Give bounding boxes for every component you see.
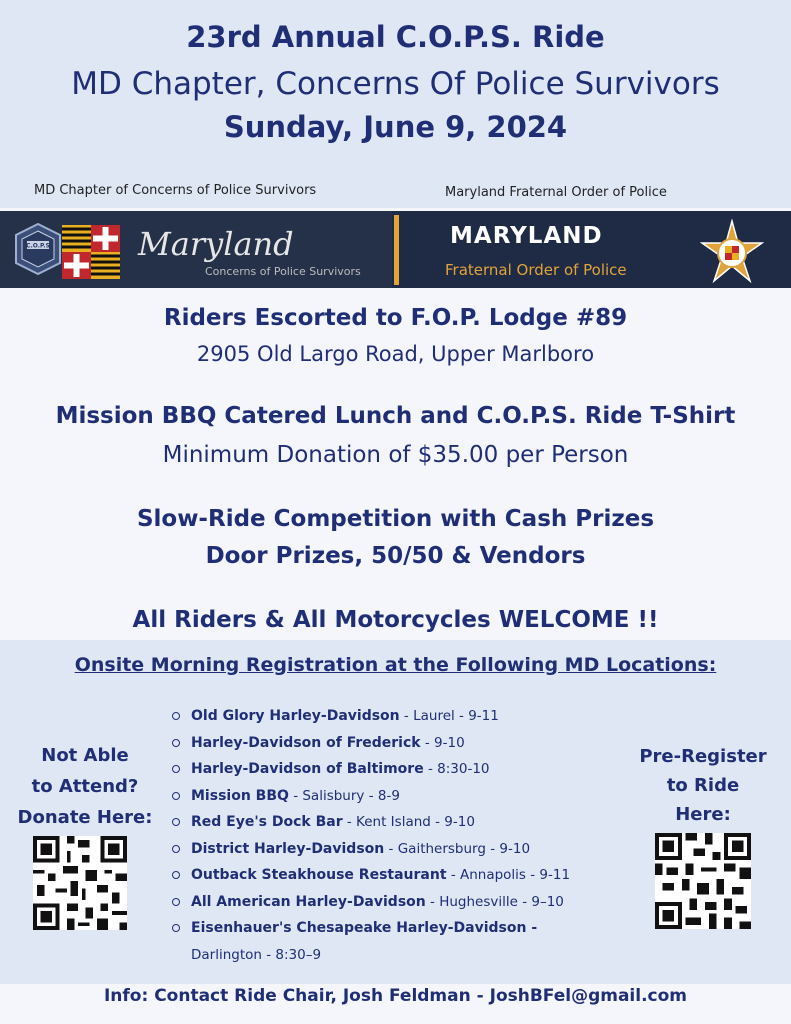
donate-line: Donate Here: [17,807,153,828]
location-detail: - 9-10 [420,734,465,751]
list-item [172,862,642,889]
prereg-line: Pre-Register [639,746,767,767]
donate-qr-code[interactable] [33,836,127,930]
location-name: Red Eye's Dock Bar [191,814,343,830]
org-label-right: Maryland Fraternal Order of Police [445,185,667,200]
donate-callout [14,740,156,833]
list-item [172,703,642,730]
sponsor-banner [0,211,791,288]
registration-heading: Onsite Morning Registration at the Following MD Locations: [74,654,717,676]
location-detail: - 8:30-10 [423,761,490,777]
list-item [172,836,642,863]
donate-line: to Attend? [31,776,139,797]
list-item [172,756,642,783]
location-name: Mission BBQ [191,787,289,804]
escort-address: 2905 Old Largo Road, Upper Marlboro [196,342,595,366]
event-subtitle: MD Chapter, Concerns Of Police Survivors [71,66,720,102]
location-name: Outback Steakhouse Restaurant [191,867,447,883]
location-name: Eisenhauer's Chesapeake Harley-Davidson - [191,920,538,936]
prereg-line: to Ride [666,775,740,796]
cops-banner-subtitle: Concerns of Police Survivors [205,265,361,278]
cops-badge-icon [10,221,66,277]
list-item [172,915,642,942]
location-detail: Darlington - 8:30–9 [191,946,322,963]
preregister-qr-code[interactable] [655,833,751,929]
location-detail: - Kent Island - 9-10 [342,814,475,830]
fop-subtitle: Fraternal Order of Police [445,261,627,279]
escort-heading: Riders Escorted to F.O.P. Lodge #89 [163,305,628,331]
location-name: Old Glory Harley-Davidson [191,708,400,724]
registration-location-list [172,703,642,968]
contact-info: Info: Contact Ride Chair, Josh Feldman - JoshBFel@gmail.com [103,986,688,1006]
list-item [172,889,642,916]
location-detail: - Hughesville - 9–10 [425,893,564,910]
banner-divider [394,215,399,285]
location-name: All American Harley-Davidson [191,893,426,910]
welcome-line: All Riders & All Motorcycles WELCOME !! [132,607,659,633]
cops-banner [0,211,392,288]
org-label-left: MD Chapter of Concerns of Police Survivors [34,183,317,198]
svg-text:C.O.P.S: C.O.P.S [26,242,50,250]
competition-line: Slow-Ride Competition with Cash Prizes [136,506,655,532]
list-item [172,730,642,757]
location-detail: - Laurel - 9-11 [399,708,499,724]
event-title: 23rd Annual C.O.P.S. Ride [186,20,605,54]
location-name: Harley-Davidson of Baltimore [191,761,424,777]
lunch-heading: Mission BBQ Catered Lunch and C.O.P.S. Ride T-Shirt [55,403,736,429]
location-detail: - Gaithersburg - 9-10 [384,840,531,857]
prereg-line: Here: [675,804,731,825]
location-name: Harley-Davidson of Frederick [191,734,421,751]
fop-title: MARYLAND [450,223,603,249]
preregister-callout [632,742,774,829]
donate-line: Not Able [41,745,129,766]
prizes-line: Door Prizes, 50/50 & Vendors [205,543,586,569]
list-item-continuation [172,942,642,969]
list-item [172,783,642,810]
location-detail: - Annapolis - 9-11 [446,867,571,883]
fop-star-emblem-icon [700,219,764,283]
donation-text: Minimum Donation of $35.00 per Person [162,442,629,468]
maryland-script-logo: Maryland [138,225,294,263]
event-date: Sunday, June 9, 2024 [223,110,568,144]
list-item [172,809,642,836]
maryland-flag-icon [62,225,120,279]
location-detail: - Salisbury - 8-9 [288,787,400,804]
location-name: District Harley-Davidson [191,840,385,857]
